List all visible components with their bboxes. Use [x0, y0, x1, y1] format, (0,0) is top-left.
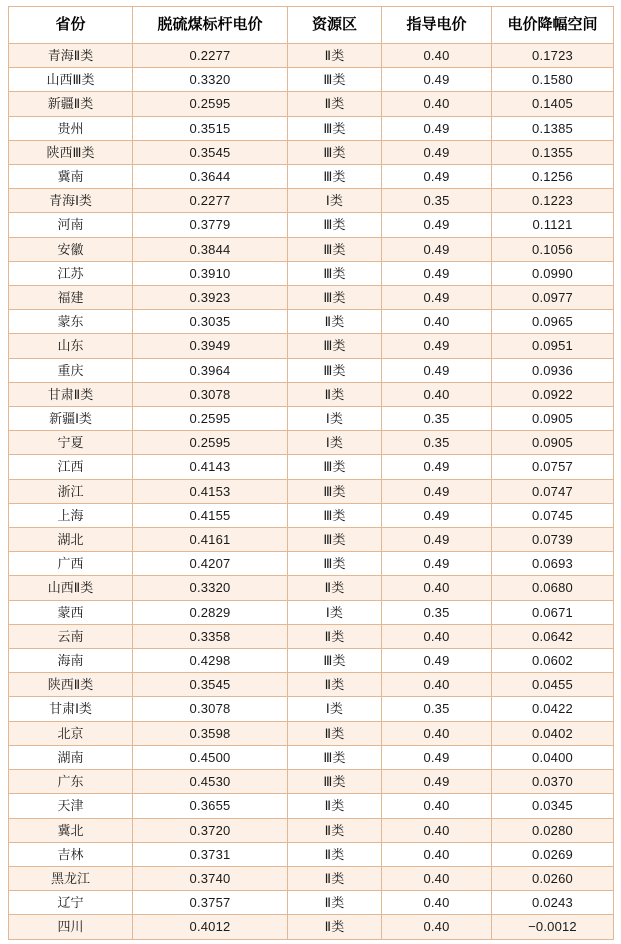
cell-province: 冀南 [9, 165, 133, 189]
cell-guide-price: 0.40 [382, 818, 492, 842]
cell-price-drop-room: 0.0671 [492, 600, 614, 624]
cell-resource-zone: Ⅰ类 [288, 407, 382, 431]
cell-benchmark-price: 0.3320 [133, 576, 288, 600]
cell-price-drop-room: 0.0280 [492, 818, 614, 842]
electricity-price-table [8, 6, 614, 940]
cell-guide-price: 0.49 [382, 261, 492, 285]
cell-price-drop-room: 0.0747 [492, 479, 614, 503]
cell-province: 宁夏 [9, 431, 133, 455]
cell-benchmark-price: 0.2829 [133, 600, 288, 624]
cell-price-drop-room: 0.0455 [492, 673, 614, 697]
cell-price-drop-room: 0.1580 [492, 68, 614, 92]
cell-benchmark-price: 0.3078 [133, 697, 288, 721]
cell-price-drop-room: 0.0680 [492, 576, 614, 600]
table-row [9, 818, 614, 842]
cell-guide-price: 0.35 [382, 407, 492, 431]
cell-resource-zone: Ⅱ类 [288, 310, 382, 334]
cell-province: 辽宁 [9, 891, 133, 915]
cell-benchmark-price: 0.3731 [133, 842, 288, 866]
cell-resource-zone: Ⅲ类 [288, 528, 382, 552]
cell-benchmark-price: 0.4161 [133, 528, 288, 552]
cell-province: 蒙东 [9, 310, 133, 334]
cell-price-drop-room: 0.0402 [492, 721, 614, 745]
cell-benchmark-price: 0.2595 [133, 407, 288, 431]
table-row [9, 261, 614, 285]
table-row [9, 44, 614, 68]
cell-benchmark-price: 0.4207 [133, 552, 288, 576]
cell-price-drop-room: 0.0739 [492, 528, 614, 552]
cell-benchmark-price: 0.3655 [133, 794, 288, 818]
cell-resource-zone: Ⅱ类 [288, 891, 382, 915]
cell-province: 冀北 [9, 818, 133, 842]
cell-resource-zone: Ⅰ类 [288, 697, 382, 721]
cell-guide-price: 0.40 [382, 92, 492, 116]
table-row [9, 165, 614, 189]
cell-province: 新疆Ⅱ类 [9, 92, 133, 116]
cell-benchmark-price: 0.3320 [133, 68, 288, 92]
cell-province: 山东 [9, 334, 133, 358]
cell-guide-price: 0.49 [382, 358, 492, 382]
table-row [9, 334, 614, 358]
cell-resource-zone: Ⅱ类 [288, 866, 382, 890]
table-row [9, 503, 614, 527]
cell-benchmark-price: 0.3757 [133, 891, 288, 915]
cell-guide-price: 0.49 [382, 286, 492, 310]
cell-guide-price: 0.49 [382, 552, 492, 576]
cell-resource-zone: Ⅱ类 [288, 673, 382, 697]
table-row [9, 673, 614, 697]
cell-benchmark-price: 0.4530 [133, 770, 288, 794]
cell-guide-price: 0.49 [382, 237, 492, 261]
table-row [9, 431, 614, 455]
cell-province: 海南 [9, 649, 133, 673]
cell-guide-price: 0.40 [382, 576, 492, 600]
table-row [9, 528, 614, 552]
cell-resource-zone: Ⅲ类 [288, 68, 382, 92]
cell-guide-price: 0.40 [382, 624, 492, 648]
table-row [9, 552, 614, 576]
cell-resource-zone: Ⅲ类 [288, 455, 382, 479]
table-row [9, 455, 614, 479]
cell-benchmark-price: 0.3964 [133, 358, 288, 382]
column-header-benchmark-price: 脱硫煤标杆电价 [133, 7, 288, 44]
cell-guide-price: 0.35 [382, 600, 492, 624]
cell-guide-price: 0.49 [382, 213, 492, 237]
table-row [9, 721, 614, 745]
cell-province: 云南 [9, 624, 133, 648]
table-row [9, 576, 614, 600]
cell-benchmark-price: 0.3949 [133, 334, 288, 358]
cell-benchmark-price: 0.3910 [133, 261, 288, 285]
table-header [9, 7, 614, 44]
cell-resource-zone: Ⅲ类 [288, 140, 382, 164]
column-header-price-drop-room: 电价降幅空间 [492, 7, 614, 44]
cell-price-drop-room: 0.1121 [492, 213, 614, 237]
cell-guide-price: 0.40 [382, 673, 492, 697]
table-row [9, 189, 614, 213]
cell-resource-zone: Ⅱ类 [288, 842, 382, 866]
cell-price-drop-room: 0.0602 [492, 649, 614, 673]
cell-province: 广西 [9, 552, 133, 576]
cell-price-drop-room: 0.0922 [492, 382, 614, 406]
table-row [9, 891, 614, 915]
cell-benchmark-price: 0.3644 [133, 165, 288, 189]
cell-guide-price: 0.40 [382, 44, 492, 68]
cell-resource-zone: Ⅲ类 [288, 358, 382, 382]
column-header-resource-zone: 资源区 [288, 7, 382, 44]
cell-guide-price: 0.40 [382, 866, 492, 890]
cell-price-drop-room: 0.0370 [492, 770, 614, 794]
cell-resource-zone: Ⅲ类 [288, 165, 382, 189]
cell-province: 浙江 [9, 479, 133, 503]
cell-price-drop-room: 0.0243 [492, 891, 614, 915]
cell-benchmark-price: 0.4500 [133, 745, 288, 769]
column-header-province: 省份 [9, 7, 133, 44]
cell-benchmark-price: 0.3358 [133, 624, 288, 648]
table-row [9, 770, 614, 794]
cell-benchmark-price: 0.4298 [133, 649, 288, 673]
cell-benchmark-price: 0.3598 [133, 721, 288, 745]
cell-province: 山西Ⅱ类 [9, 576, 133, 600]
table-row [9, 600, 614, 624]
cell-guide-price: 0.35 [382, 189, 492, 213]
cell-province: 蒙西 [9, 600, 133, 624]
cell-price-drop-room: 0.0642 [492, 624, 614, 648]
cell-price-drop-room: 0.1723 [492, 44, 614, 68]
cell-price-drop-room: 0.0745 [492, 503, 614, 527]
cell-guide-price: 0.35 [382, 697, 492, 721]
cell-resource-zone: Ⅱ类 [288, 915, 382, 939]
cell-resource-zone: Ⅰ类 [288, 431, 382, 455]
cell-guide-price: 0.49 [382, 140, 492, 164]
cell-guide-price: 0.49 [382, 770, 492, 794]
cell-province: 上海 [9, 503, 133, 527]
cell-benchmark-price: 0.3720 [133, 818, 288, 842]
table-row [9, 866, 614, 890]
cell-price-drop-room: 0.1355 [492, 140, 614, 164]
cell-price-drop-room: 0.1256 [492, 165, 614, 189]
cell-price-drop-room: 0.1405 [492, 92, 614, 116]
cell-guide-price: 0.49 [382, 116, 492, 140]
table-row [9, 237, 614, 261]
cell-province: 北京 [9, 721, 133, 745]
table-body [9, 44, 614, 940]
cell-province: 四川 [9, 915, 133, 939]
cell-province: 青海Ⅰ类 [9, 189, 133, 213]
table-row [9, 358, 614, 382]
cell-province: 陕西Ⅱ类 [9, 673, 133, 697]
cell-price-drop-room: 0.0936 [492, 358, 614, 382]
cell-price-drop-room: 0.1056 [492, 237, 614, 261]
cell-resource-zone: Ⅲ类 [288, 116, 382, 140]
cell-resource-zone: Ⅲ类 [288, 770, 382, 794]
table-row [9, 697, 614, 721]
cell-resource-zone: Ⅱ类 [288, 818, 382, 842]
cell-benchmark-price: 0.3740 [133, 866, 288, 890]
cell-guide-price: 0.49 [382, 165, 492, 189]
cell-guide-price: 0.40 [382, 891, 492, 915]
table-row [9, 213, 614, 237]
cell-benchmark-price: 0.2595 [133, 92, 288, 116]
cell-guide-price: 0.40 [382, 721, 492, 745]
table-row [9, 794, 614, 818]
cell-benchmark-price: 0.3844 [133, 237, 288, 261]
cell-province: 安徽 [9, 237, 133, 261]
cell-resource-zone: Ⅲ类 [288, 213, 382, 237]
cell-resource-zone: Ⅲ类 [288, 286, 382, 310]
cell-resource-zone: Ⅲ类 [288, 745, 382, 769]
cell-price-drop-room: 0.0965 [492, 310, 614, 334]
cell-guide-price: 0.49 [382, 455, 492, 479]
cell-resource-zone: Ⅲ类 [288, 334, 382, 358]
cell-province: 福建 [9, 286, 133, 310]
cell-price-drop-room: 0.0693 [492, 552, 614, 576]
cell-resource-zone: Ⅲ类 [288, 649, 382, 673]
cell-province: 河南 [9, 213, 133, 237]
cell-resource-zone: Ⅱ类 [288, 624, 382, 648]
cell-guide-price: 0.49 [382, 479, 492, 503]
cell-resource-zone: Ⅲ类 [288, 552, 382, 576]
cell-price-drop-room: 0.0422 [492, 697, 614, 721]
cell-resource-zone: Ⅲ类 [288, 479, 382, 503]
cell-benchmark-price: 0.4012 [133, 915, 288, 939]
cell-resource-zone: Ⅱ类 [288, 576, 382, 600]
cell-benchmark-price: 0.3515 [133, 116, 288, 140]
cell-province: 新疆Ⅰ类 [9, 407, 133, 431]
cell-province: 江苏 [9, 261, 133, 285]
cell-benchmark-price: 0.3545 [133, 673, 288, 697]
cell-province: 广东 [9, 770, 133, 794]
cell-province: 江西 [9, 455, 133, 479]
cell-guide-price: 0.40 [382, 915, 492, 939]
cell-price-drop-room: −0.0012 [492, 915, 614, 939]
column-header-guide-price: 指导电价 [382, 7, 492, 44]
cell-price-drop-room: 0.0345 [492, 794, 614, 818]
cell-guide-price: 0.40 [382, 842, 492, 866]
cell-guide-price: 0.40 [382, 310, 492, 334]
table-row [9, 286, 614, 310]
cell-province: 天津 [9, 794, 133, 818]
cell-price-drop-room: 0.0951 [492, 334, 614, 358]
cell-guide-price: 0.35 [382, 431, 492, 455]
table-row [9, 745, 614, 769]
cell-resource-zone: Ⅱ类 [288, 44, 382, 68]
cell-resource-zone: Ⅲ类 [288, 261, 382, 285]
cell-guide-price: 0.49 [382, 334, 492, 358]
table-row [9, 140, 614, 164]
cell-province: 甘肃Ⅱ类 [9, 382, 133, 406]
cell-benchmark-price: 0.4143 [133, 455, 288, 479]
cell-price-drop-room: 0.0757 [492, 455, 614, 479]
cell-province: 吉林 [9, 842, 133, 866]
cell-benchmark-price: 0.4155 [133, 503, 288, 527]
cell-benchmark-price: 0.4153 [133, 479, 288, 503]
table-row [9, 842, 614, 866]
cell-price-drop-room: 0.1223 [492, 189, 614, 213]
cell-price-drop-room: 0.0269 [492, 842, 614, 866]
cell-guide-price: 0.49 [382, 503, 492, 527]
cell-resource-zone: Ⅱ类 [288, 92, 382, 116]
cell-benchmark-price: 0.3035 [133, 310, 288, 334]
table-row [9, 479, 614, 503]
table-row [9, 382, 614, 406]
cell-province: 贵州 [9, 116, 133, 140]
table-row [9, 649, 614, 673]
table-row [9, 407, 614, 431]
cell-benchmark-price: 0.2277 [133, 189, 288, 213]
cell-province: 湖南 [9, 745, 133, 769]
cell-benchmark-price: 0.3545 [133, 140, 288, 164]
cell-price-drop-room: 0.0990 [492, 261, 614, 285]
cell-price-drop-room: 0.0905 [492, 431, 614, 455]
cell-guide-price: 0.49 [382, 745, 492, 769]
table-row [9, 624, 614, 648]
cell-resource-zone: Ⅰ类 [288, 600, 382, 624]
cell-guide-price: 0.40 [382, 382, 492, 406]
table-row [9, 92, 614, 116]
table-row [9, 116, 614, 140]
table-row [9, 310, 614, 334]
cell-resource-zone: Ⅱ类 [288, 382, 382, 406]
cell-resource-zone: Ⅰ类 [288, 189, 382, 213]
cell-benchmark-price: 0.3779 [133, 213, 288, 237]
cell-province: 甘肃Ⅰ类 [9, 697, 133, 721]
cell-guide-price: 0.49 [382, 649, 492, 673]
cell-province: 湖北 [9, 528, 133, 552]
cell-resource-zone: Ⅱ类 [288, 794, 382, 818]
cell-resource-zone: Ⅲ类 [288, 503, 382, 527]
cell-resource-zone: Ⅱ类 [288, 721, 382, 745]
cell-province: 黑龙江 [9, 866, 133, 890]
cell-resource-zone: Ⅲ类 [288, 237, 382, 261]
cell-price-drop-room: 0.0400 [492, 745, 614, 769]
cell-price-drop-room: 0.0905 [492, 407, 614, 431]
table-row [9, 915, 614, 939]
table-header-row [9, 7, 614, 44]
cell-price-drop-room: 0.0260 [492, 866, 614, 890]
cell-province: 陕西Ⅲ类 [9, 140, 133, 164]
cell-guide-price: 0.49 [382, 68, 492, 92]
cell-price-drop-room: 0.0977 [492, 286, 614, 310]
cell-benchmark-price: 0.2277 [133, 44, 288, 68]
cell-benchmark-price: 0.3923 [133, 286, 288, 310]
cell-price-drop-room: 0.1385 [492, 116, 614, 140]
cell-benchmark-price: 0.3078 [133, 382, 288, 406]
table-row [9, 68, 614, 92]
cell-benchmark-price: 0.2595 [133, 431, 288, 455]
cell-province: 重庆 [9, 358, 133, 382]
cell-guide-price: 0.49 [382, 528, 492, 552]
cell-province: 青海Ⅱ类 [9, 44, 133, 68]
cell-guide-price: 0.40 [382, 794, 492, 818]
cell-province: 山西Ⅲ类 [9, 68, 133, 92]
